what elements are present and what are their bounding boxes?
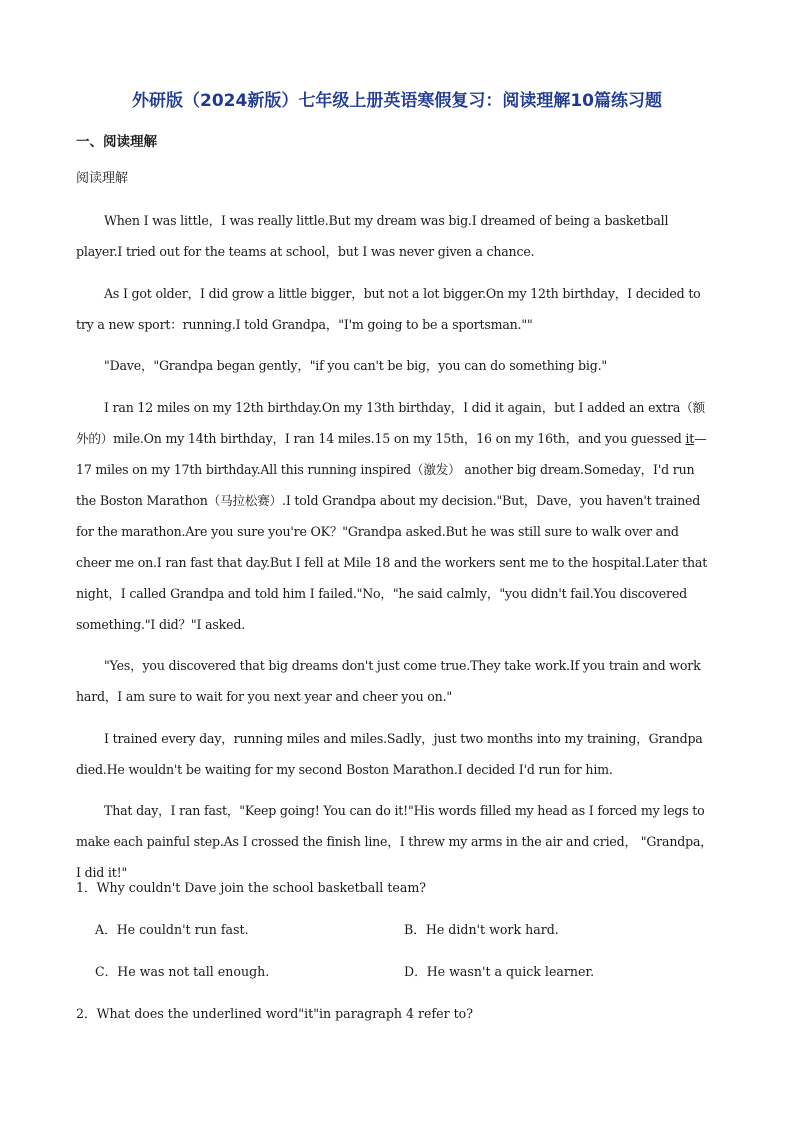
question-2: 2．What does the underlined word"it"in paragraph 4 refer to? — [76, 1006, 474, 1021]
passage-paragraph-7: That day，I ran fast，"Keep going! You can do it!"His words filled my head as I forced my legs to make each painful step.As I crossed the finish line，I threw my arms in the air and cried， "Grandpa，I did it!" — [76, 803, 713, 880]
sub-heading: 阅读理解 — [76, 171, 129, 186]
question-1-option-b: B．He didn't work hard. — [404, 922, 559, 937]
passage-paragraph-4 — [76, 392, 716, 640]
underlined-word-it: it — [685, 430, 695, 446]
passage-paragraph-5: "Yes，you discovered that big dreams don't just come true.They take work.If you train and work hard，I am sure to wait for you next year and cheer you on." — [76, 658, 701, 704]
passage-paragraph-6: I trained every day，running miles and miles.Sadly，just two months into my training，Grandpa died.He wouldn't be waiting for my second Boston Marathon.I decided I'd run for him. — [76, 730, 703, 777]
paragraph-4-text-after: —17 miles on my 17th birthday.All this running inspired（激发） another big dream.Someday，I'd run the Boston Marathon（马拉松赛）.I told Grandpa about my decision."But，Dave，you haven't trained for the marathon.Are you sure you're OK？"Grandpa asked.But he was still sure to walk over and cheer me on.I ran fast that day.But I fell at Mile 18 and the workers sent me to the hospital.Later that night，I called Grandpa and told him I failed."No，"he said calmly，"you didn't fail.You discovered something."I did？"I asked. — [76, 430, 708, 632]
question-1-option-d: D．He wasn't a quick learner. — [404, 964, 595, 979]
question-1: 1．Why couldn't Dave join the school basketball team? — [76, 880, 427, 895]
passage-paragraph-1: When I was little，I was really little.But my dream was big.I dreamed of being a basketball player.I tried out for the teams at school，but I was never given a chance. — [76, 213, 669, 259]
question-1-option-a: A．He couldn't run fast. — [95, 922, 249, 937]
question-1-option-c: C．He was not tall enough. — [95, 964, 270, 979]
passage-paragraph-3: "Dave，"Grandpa began gently，"if you can't be big，you can do something big." — [104, 358, 607, 373]
paragraph-4-text-before: I ran 12 miles on my 12th birthday.On my 13th birthday，I did it again，but I added an extra（额外的）mile.On my 14th birthday，I ran 14 miles.15 on my 15th，16 on my 16th，and you guessed — [76, 399, 706, 446]
section-heading: 一、阅读理解 — [76, 134, 157, 150]
reading-passage — [76, 205, 716, 899]
passage-paragraph-2: As I got older，I did grow a little bigger，but not a lot bigger.On my 12th birthday，I decided to try a new sport：running.I told Grandpa，"I'm going to be a sportsman."" — [76, 285, 701, 332]
document-title: 外研版（2024新版）七年级上册英语寒假复习：阅读理解10篇练习题 — [132, 91, 662, 111]
